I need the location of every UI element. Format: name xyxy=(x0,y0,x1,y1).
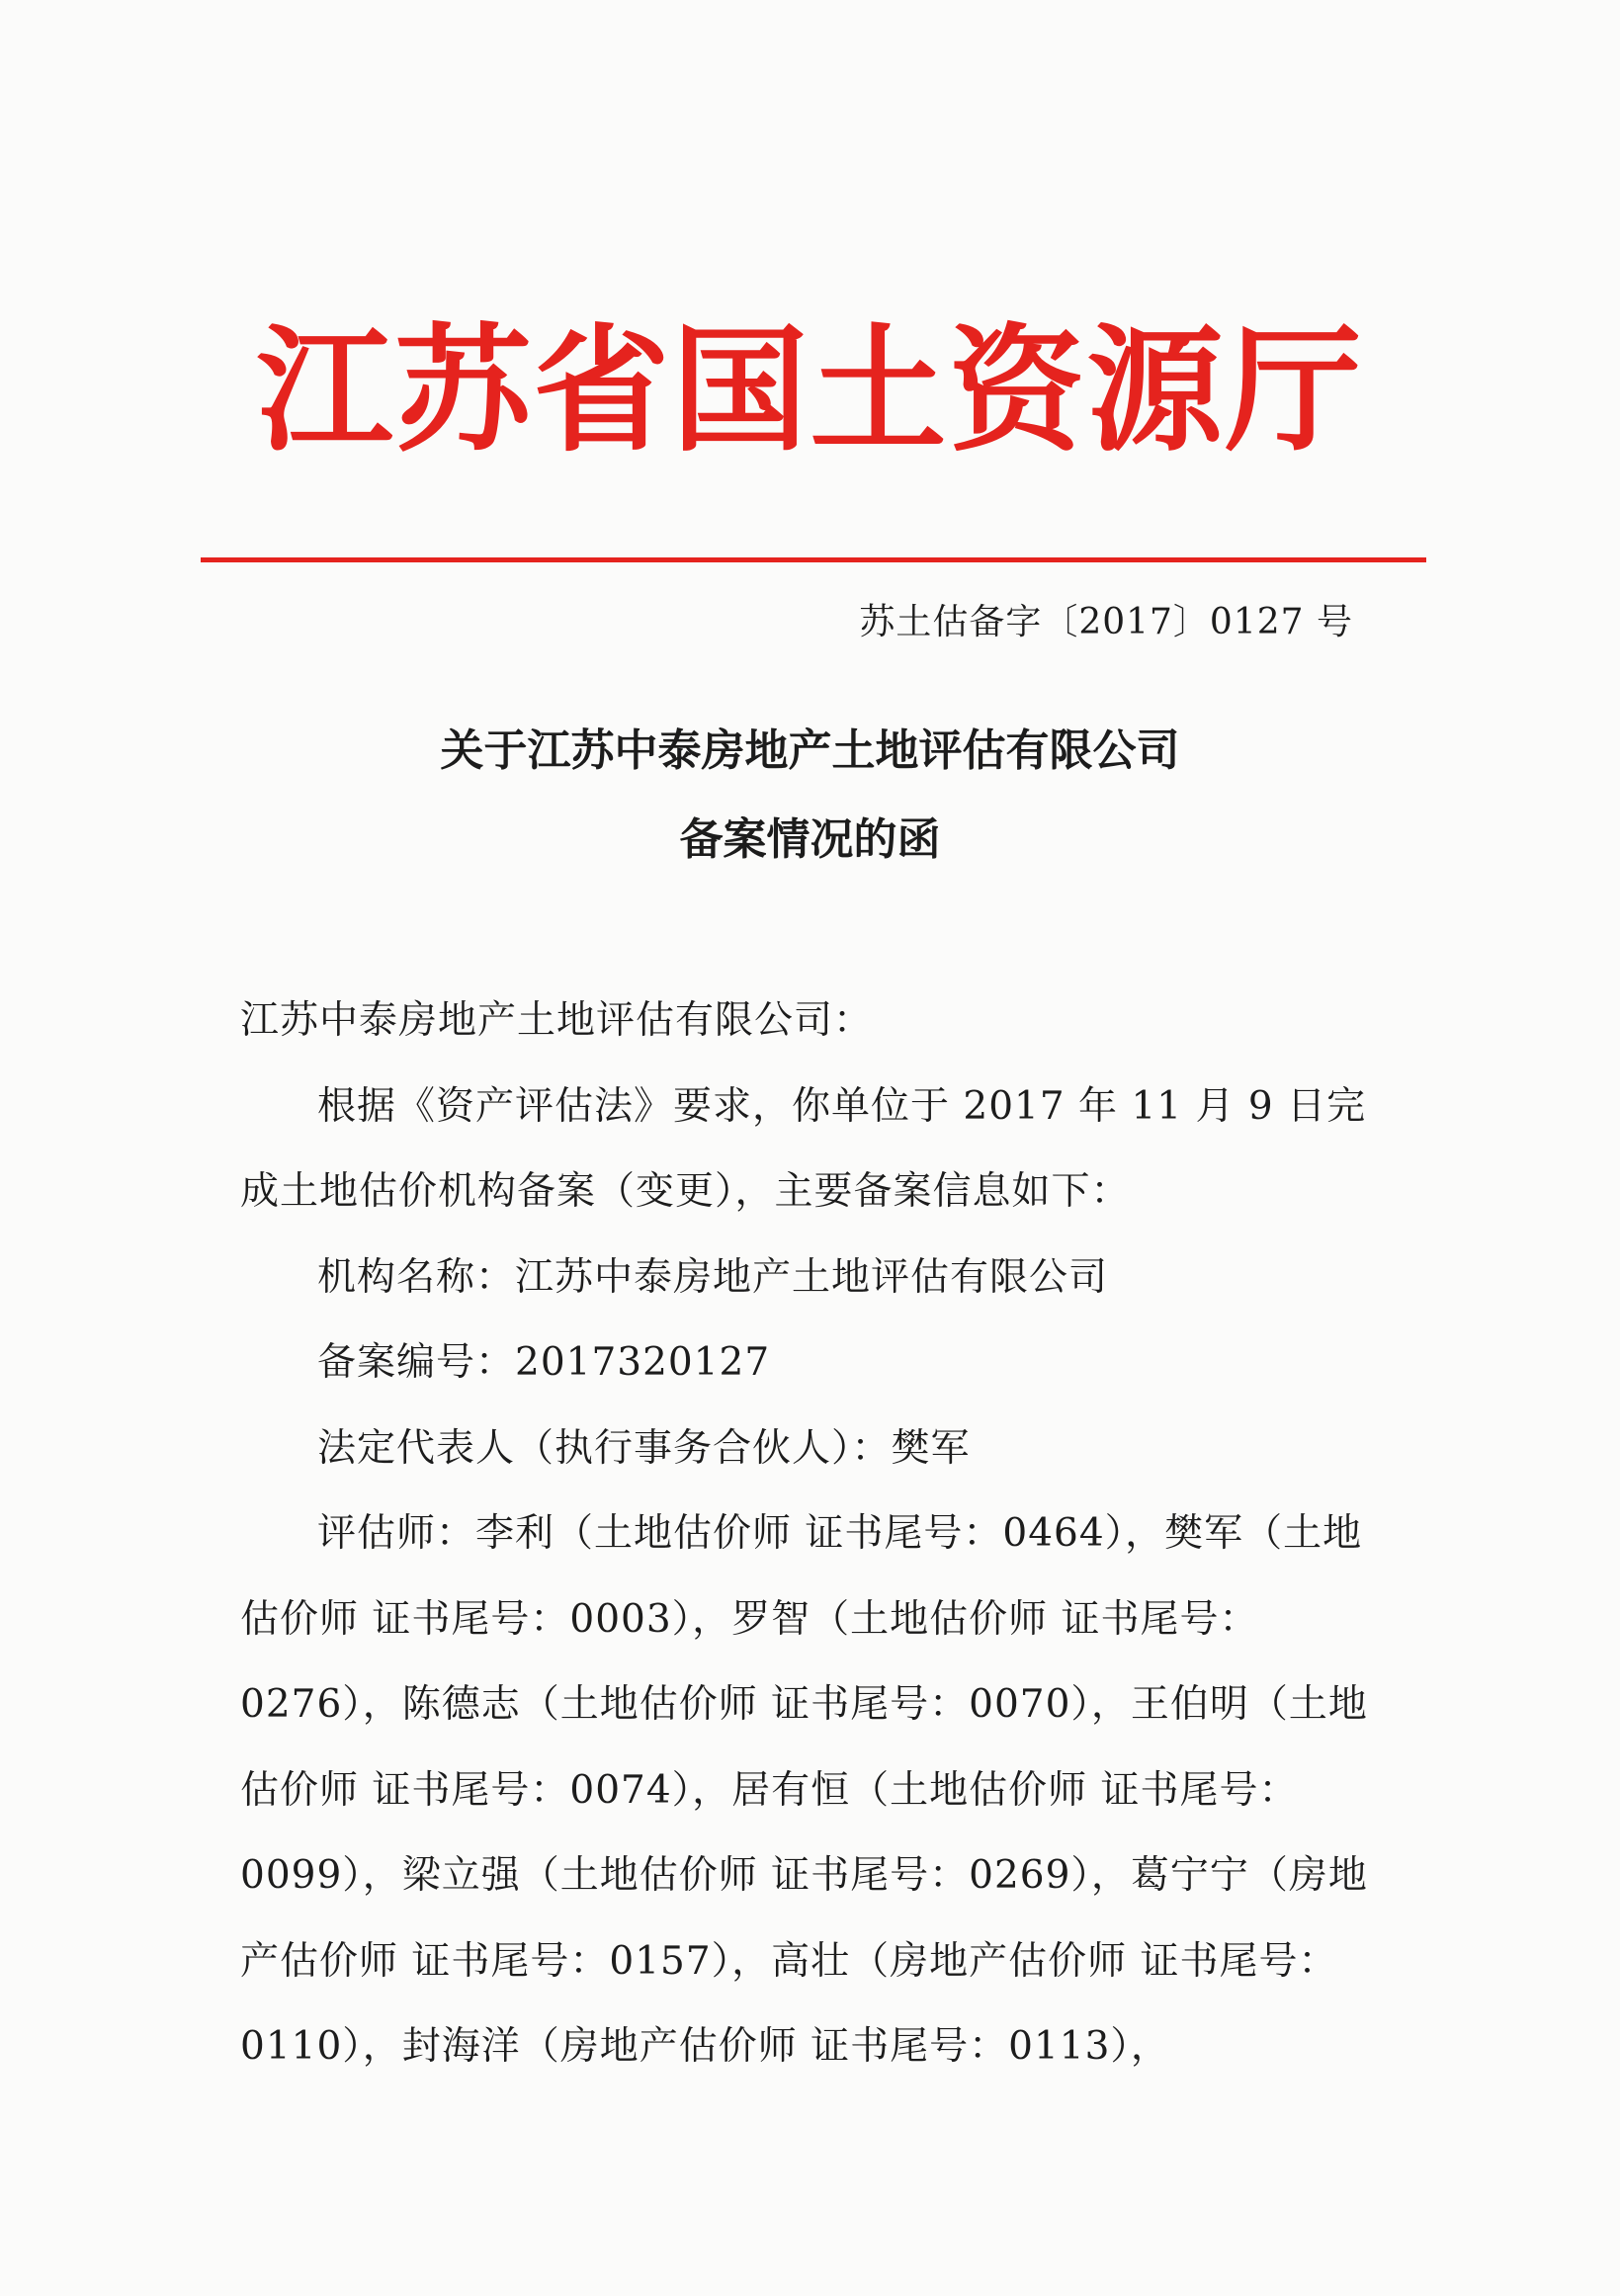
red-header-rule xyxy=(201,557,1426,562)
document-title-line-2: 备案情况的函 xyxy=(679,814,941,865)
salutation: 江苏中泰房地产土地评估有限公司： xyxy=(240,998,874,1043)
record-number-line: 备案编号：2017320127 xyxy=(317,1340,771,1385)
document-title-line-1: 关于江苏中泰房地产土地评估有限公司 xyxy=(440,725,1180,776)
legal-representative-line: 法定代表人（执行事务合伙人）：樊军 xyxy=(317,1425,971,1471)
issuing-authority-heading: 江苏省国土资源厅 xyxy=(256,309,1364,470)
letter-body xyxy=(240,978,1381,2090)
appraisers-paragraph: 评估师：李利（土地估价师 证书尾号：0464），樊军（土地估价师 证书尾号：0003），罗智（土地估价师 证书尾号：0276），陈德志（土地估价师 证书尾号：0070），王伯明（土地估价师 证书尾号：0074），居有恒（土地估价师 证书尾号：0099），梁立强（土地估价师 证书尾号：0269），葛宁宁（房地产估价师 证书尾号：0157），高壮（房地产估价师 证书尾号：0110），封海洋（房地产估价师 证书尾号：0113）， xyxy=(240,1511,1368,2069)
document-number: 苏土估备字〔2017〕0127 号 xyxy=(859,602,1353,642)
intro-paragraph: 根据《资产评估法》要求，你单位于 2017 年 11 月 9 日完成土地估价机构备案（变更），主要备案信息如下： xyxy=(240,1083,1367,1214)
org-name-line: 机构名称：江苏中泰房地产土地评估有限公司 xyxy=(317,1254,1109,1300)
